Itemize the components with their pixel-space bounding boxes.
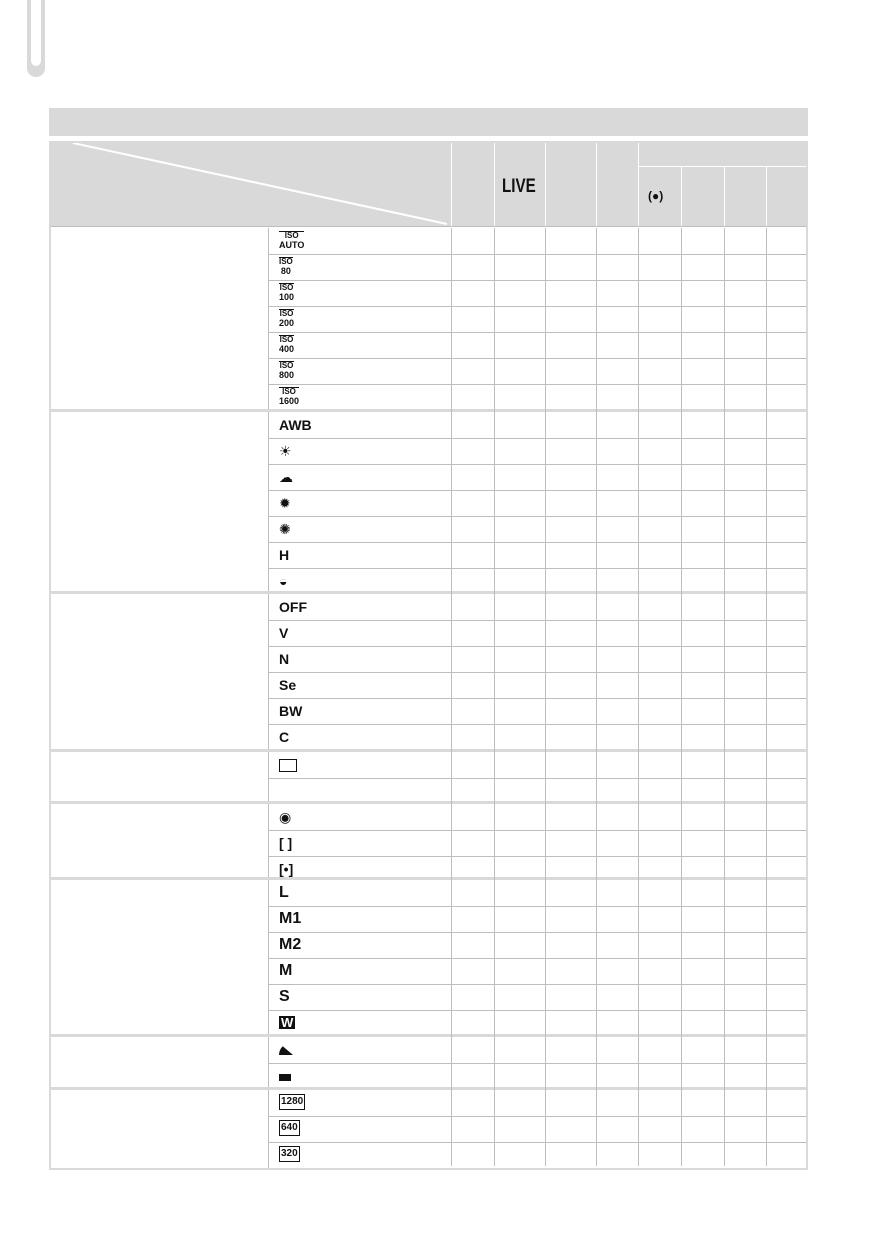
- row-divider: [268, 932, 806, 933]
- iso-value: AUTO: [279, 240, 305, 250]
- function-availability-table: [49, 141, 808, 1170]
- movie-640-icon: 640: [279, 1120, 300, 1136]
- iso-80-icon: [279, 257, 293, 276]
- group-icon-divider: [268, 1037, 269, 1089]
- group-icon-divider: [268, 880, 269, 1036]
- iso-label: ISO: [279, 387, 299, 396]
- tungsten-icon: ✹: [279, 495, 291, 511]
- row-divider: [268, 542, 806, 543]
- group-label-cell-metering: [51, 804, 268, 882]
- group-label-cell-drive-mode: [51, 752, 268, 804]
- my-colors-neutral-icon: N: [279, 651, 290, 667]
- column-divider-1: [494, 228, 495, 1166]
- header-group-span: [639, 143, 808, 166]
- my-colors-vivid-icon: V: [279, 625, 289, 641]
- iso-800-icon: [279, 361, 294, 380]
- row-divider: [268, 1063, 806, 1064]
- iso-label: ISO: [279, 335, 294, 344]
- table-title-bar: [49, 108, 808, 136]
- group-icon-divider: [268, 752, 269, 804]
- center-weighted-icon: [ ]: [279, 835, 293, 851]
- movie-320-icon: 320: [279, 1146, 300, 1162]
- my-colors-sepia-icon: Se: [279, 677, 297, 693]
- custom-wb-icon: ◒: [279, 573, 288, 589]
- header-col-4: [597, 143, 638, 226]
- daylight-icon: ☀: [279, 443, 292, 459]
- fluorescent-icon: ✺: [279, 521, 291, 537]
- header-col-3: [546, 143, 596, 226]
- iso-label: ISO: [279, 283, 294, 292]
- row-divider: [268, 830, 806, 831]
- iso-value: 100: [279, 292, 295, 302]
- row-divider: [268, 984, 806, 985]
- column-divider-5: [681, 228, 682, 1166]
- row-divider: [268, 568, 806, 569]
- row-divider: [268, 464, 806, 465]
- movie-1280-icon: 1280: [279, 1094, 305, 1110]
- row-divider: [268, 672, 806, 673]
- group-label-cell-resolution: [51, 880, 268, 1036]
- group-icon-divider: [268, 804, 269, 882]
- row-divider: [268, 490, 806, 491]
- group-label-cell-white-balance: [51, 412, 268, 594]
- my-colors-bw-icon: BW: [279, 703, 303, 719]
- resolution-w-icon: W: [281, 1015, 294, 1030]
- iso-value: 400: [279, 344, 295, 354]
- column-divider-2: [545, 228, 546, 1166]
- group-icon-divider: [268, 412, 269, 594]
- diagonal-stroke: [73, 143, 447, 224]
- row-divider: [268, 646, 806, 647]
- column-divider-7: [766, 228, 767, 1166]
- group-icon-divider: [268, 1090, 269, 1168]
- evaluative-metering-icon: ◉: [279, 809, 292, 825]
- group-label-cell-iso-speed: [51, 228, 268, 410]
- group-icon-divider: [268, 594, 269, 750]
- row-divider: [268, 438, 806, 439]
- header-sub-col-3: [725, 167, 766, 226]
- row-divider: [268, 332, 806, 333]
- header-diagonal-line: [51, 143, 451, 226]
- header-sub-col-4: [767, 167, 808, 226]
- row-divider: [268, 620, 806, 621]
- iso-value: 200: [279, 318, 295, 328]
- row-divider: [268, 516, 806, 517]
- my-colors-custom-icon: C: [279, 729, 290, 745]
- column-divider-6: [724, 228, 725, 1166]
- header-bottom-line: [51, 226, 806, 227]
- row-divider: [268, 1142, 806, 1143]
- row-divider: [268, 778, 806, 779]
- row-divider: [268, 254, 806, 255]
- row-divider: [268, 698, 806, 699]
- spot-metering-icon: [•]: [279, 861, 294, 877]
- resolution-l-icon: L: [279, 884, 289, 901]
- iso-label: ISO: [279, 257, 293, 266]
- row-divider: [268, 958, 806, 959]
- row-divider: [268, 1010, 806, 1011]
- awb-icon: AWB: [279, 417, 312, 433]
- resolution-m2-icon: M2: [279, 936, 302, 953]
- iso-auto-icon: [279, 231, 304, 250]
- iso-200-icon: [279, 309, 294, 328]
- resolution-m-icon: M: [279, 962, 293, 979]
- iso-label: ISO: [279, 309, 294, 318]
- page-tab-marker-inner: [31, 0, 41, 66]
- cloudy-icon: ☁: [279, 469, 293, 485]
- iso-label: ISO: [279, 231, 304, 240]
- header-live-label: LIVE: [502, 176, 536, 197]
- superfine-icon: [279, 1043, 293, 1055]
- single-shot-icon: [279, 759, 297, 772]
- row-divider: [268, 358, 806, 359]
- fine-icon: [279, 1069, 291, 1081]
- iso-value: 800: [279, 370, 295, 380]
- row-divider: [268, 306, 806, 307]
- column-divider-3: [596, 228, 597, 1166]
- iso-100-icon: [279, 283, 294, 302]
- resolution-s-icon: S: [279, 988, 290, 1005]
- iso-value: 80: [280, 266, 291, 276]
- column-divider-0: [451, 228, 452, 1166]
- row-divider: [268, 906, 806, 907]
- resolution-m1-icon: M1: [279, 910, 302, 927]
- fluorescent-h-icon: H: [279, 547, 290, 563]
- group-label-cell-my-colors: [51, 594, 268, 750]
- iso-value: 1600: [279, 396, 300, 406]
- row-divider: [268, 384, 806, 385]
- group-label-cell-movie-size: [51, 1090, 268, 1168]
- iso-label: ISO: [279, 361, 294, 370]
- iso-1600-icon: [279, 387, 299, 406]
- row-divider: [268, 724, 806, 725]
- group-label-cell-compression: [51, 1037, 268, 1089]
- group-icon-divider: [268, 228, 269, 410]
- iso-400-icon: [279, 335, 294, 354]
- header-sub-col-2: [682, 167, 724, 226]
- row-divider: [268, 856, 806, 857]
- my-colors-off-icon: OFF: [279, 599, 307, 615]
- portrait-face-icon: (●): [648, 189, 664, 203]
- row-divider: [268, 1116, 806, 1117]
- column-divider-4: [638, 228, 639, 1166]
- header-col-1: [452, 143, 494, 226]
- row-divider: [268, 280, 806, 281]
